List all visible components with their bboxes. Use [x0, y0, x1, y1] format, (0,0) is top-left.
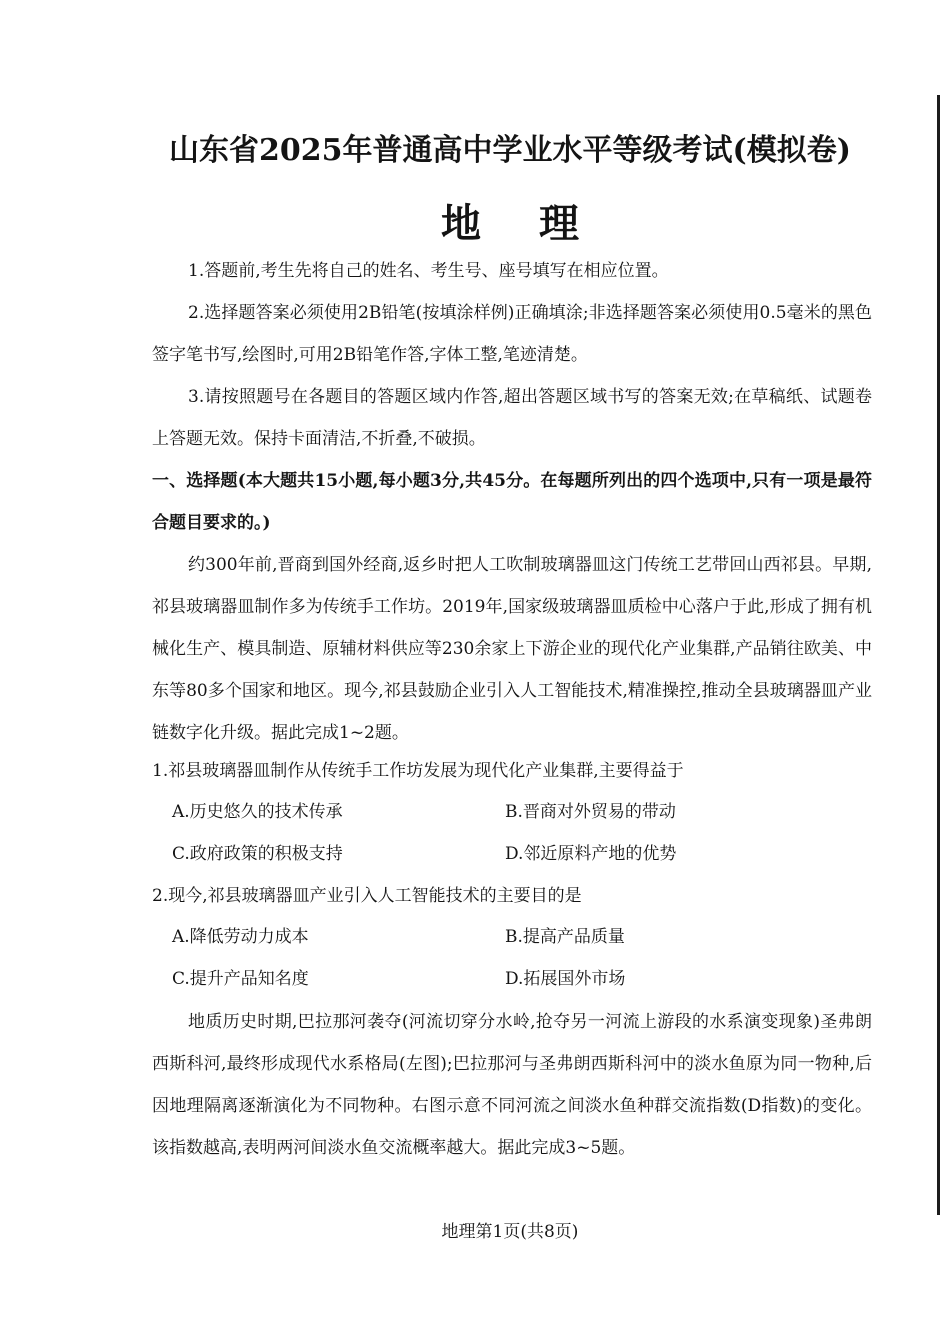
question-1-option-a: A.历史悠久的技术传承	[172, 802, 343, 822]
question-1-option-b: B.晋商对外贸易的带动	[505, 802, 676, 822]
question-2-option-c: C.提升产品知名度	[172, 969, 309, 989]
exam-title: 山东省2025年普通高中学业水平等级考试(模拟卷)	[169, 133, 851, 168]
question-1-stem: 1.祁县玻璃器皿制作从传统手工作坊发展为现代化产业集群,主要得益于	[152, 761, 684, 781]
question-2-stem: 2.现今,祁县玻璃器皿产业引入人工智能技术的主要目的是	[152, 886, 582, 906]
question-2-option-b: B.提高产品质量	[505, 927, 625, 947]
section-heading: 一、选择题(本大题共15小题,每小题3分,共45分。在每题所列出的四个选项中,只有一项是最符合题目要求的。)	[152, 471, 872, 533]
instruction-1: 1.答题前,考生先将自己的姓名、考生号、座号填写在相应位置。	[188, 261, 669, 281]
question-1-option-d: D.邻近原料产地的优势	[505, 844, 677, 864]
subject-char-1: 地	[441, 200, 481, 247]
passage-2: 地质历史时期,巴拉那河袭夺(河流切穿分水岭,抢夺另一河流上游段的水系演变现象)圣弗朗西斯科河,最终形成现代水系格局(左图);巴拉那河与圣弗朗西斯科河中的淡水鱼原为同一物种,后因地理隔离逐渐演化为不同物种。右图示意不同河流之间淡水鱼种群交流指数(D指数)的变化。该指数越高,表明两河间淡水鱼交流概率越大。据此完成3~5题。	[152, 1012, 872, 1158]
instruction-3: 3.请按照题号在各题目的答题区域内作答,超出答题区域书写的答案无效;在草稿纸、试题卷上答题无效。保持卡面清洁,不折叠,不破损。	[152, 387, 872, 449]
scan-edge-line	[937, 95, 940, 1215]
question-2-option-a: A.降低劳动力成本	[172, 927, 309, 947]
question-2-option-d: D.拓展国外市场	[505, 969, 626, 989]
subject-char-2: 理	[539, 200, 579, 247]
subject-title	[0, 192, 950, 249]
question-1-option-c: C.政府政策的积极支持	[172, 844, 343, 864]
instruction-2: 2.选择题答案必须使用2B铅笔(按填涂样例)正确填涂;非选择题答案必须使用0.5毫米的黑色签字笔书写,绘图时,可用2B铅笔作答,字体工整,笔迹清楚。	[152, 303, 872, 365]
page-footer: 地理第1页(共8页)	[441, 1222, 579, 1242]
passage-1: 约300年前,晋商到国外经商,返乡时把人工吹制玻璃器皿这门传统工艺带回山西祁县。早期,祁县玻璃器皿制作多为传统手工作坊。2019年,国家级玻璃器皿质检中心落户于此,形成了拥有机械化生产、模具制造、原辅材料供应等230余家上下游企业的现代化产业集群,产品销往欧美、中东等80多个国家和地区。现今,祁县鼓励企业引入人工智能技术,精准操控,推动全县玻璃器皿产业链数字化升级。据此完成1~2题。	[152, 555, 872, 743]
